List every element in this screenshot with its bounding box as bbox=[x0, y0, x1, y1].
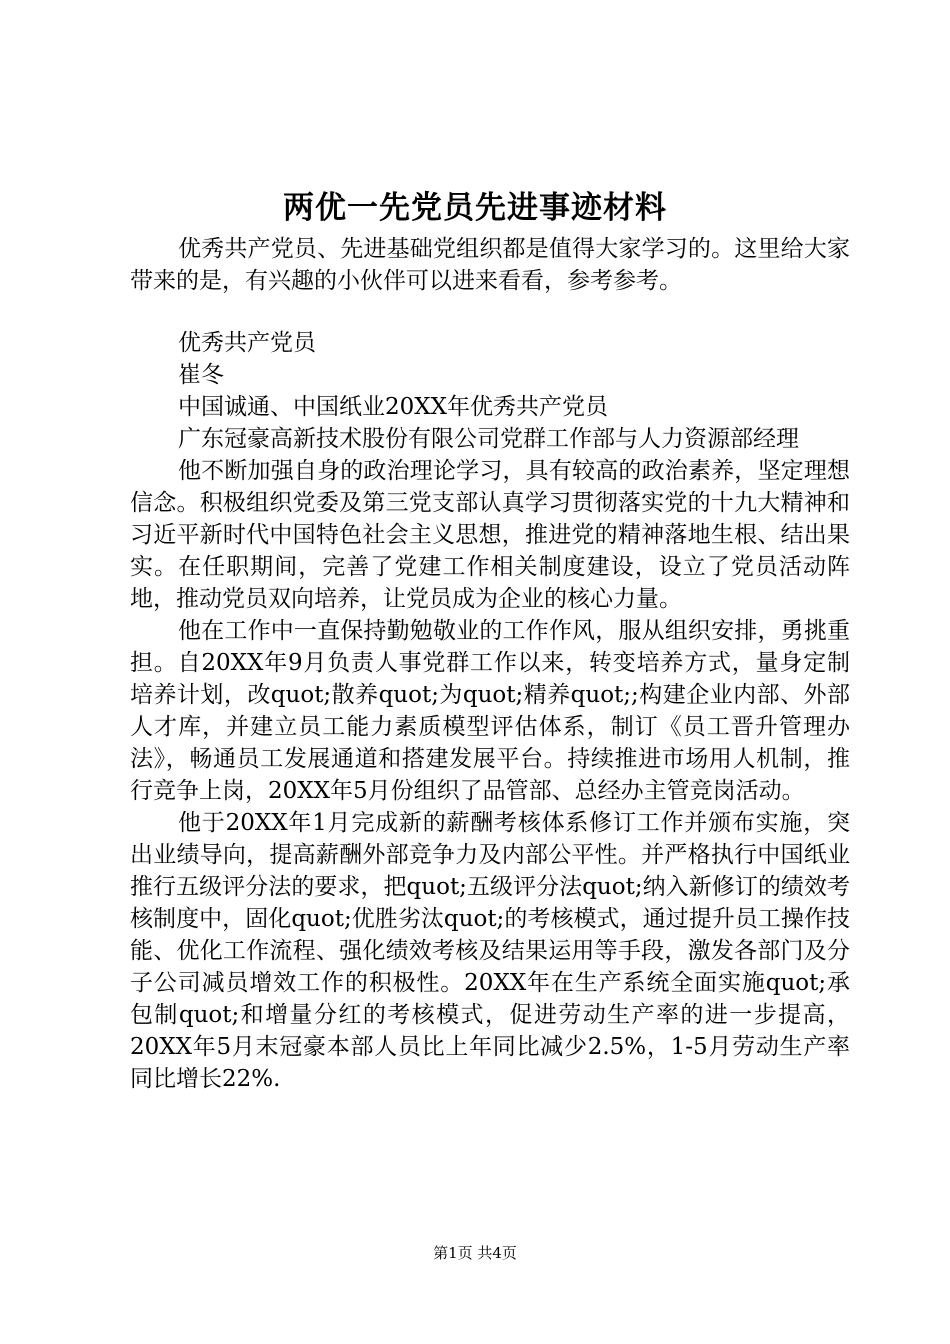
position-line: 广东冠豪高新技术股份有限公司党群工作部与人力资源部经理 bbox=[178, 426, 799, 452]
paragraph-gap bbox=[130, 297, 850, 327]
document-title: 两优一先党员先进事迹材料 bbox=[283, 190, 667, 226]
honor-line: 中国诚通、中国纸业20XX年优秀共产党员 bbox=[178, 394, 609, 420]
document-body bbox=[130, 233, 850, 1095]
person-name: 崔冬 bbox=[178, 362, 224, 388]
intro-paragraph: 优秀共产党员、先进基础党组织都是值得大家学习的。这里给大家带来的是，有兴趣的小伙伴可以进来看看，参考参考。 bbox=[130, 236, 850, 294]
body-paragraph: 他在工作中一直保持勤勉敬业的工作作风，服从组织安排，勇挑重担。自20XX年9月负责人事党群工作以来，转变培养方式，量身定制培养计划，改quot;散养quot;为quot;精养quot;;构建企业内部、外部人才库，并建立员工能力素质模型评估体系，制订《员工晋升管理办法》，畅通员工发展通道和搭建发展平台。持续推进市场用人机制，推行竞争上岗，20XX年5月份组织了品管部、总经办主管竞岗活动。 bbox=[130, 618, 850, 804]
body-paragraph: 他于20XX年1月完成新的薪酬考核体系修订工作并颁布实施，突出业绩导向，提高薪酬外部竞争力及内部公平性。并严格执行中国纸业推行五级评分法的要求，把quot;五级评分法quot;纳入新修订的绩效考核制度中，固化quot;优胜劣汰quot;的考核模式，通过提升员工操作技能、优化工作流程、强化绩效考核及结果运用等手段，激发各部门及分子公司减员增效工作的积极性。20XX年在生产系统全面实施quot;承包制quot;和增量分红的考核模式，促进劳动生产率的进一步提高，20XX年5月末冠豪本部人员比上年同比减少2.5%，1-5月劳动生产率同比增长22%. bbox=[130, 810, 850, 1092]
body-paragraph: 他不断加强自身的政治理论学习，具有较高的政治素养，坚定理想信念。积极组织党委及第三党支部认真学习贯彻落实党的十九大精神和习近平新时代中国特色社会主义思想，推进党的精神落地生根、结出果实。在任职期间，完善了党建工作相关制度建设，设立了党员活动阵地，推动党员双向培养，让党员成为企业的核心力量。 bbox=[130, 458, 850, 612]
section-heading: 优秀共产党员 bbox=[178, 330, 316, 356]
page-footer: 第1页 共4页 bbox=[433, 1244, 517, 1262]
